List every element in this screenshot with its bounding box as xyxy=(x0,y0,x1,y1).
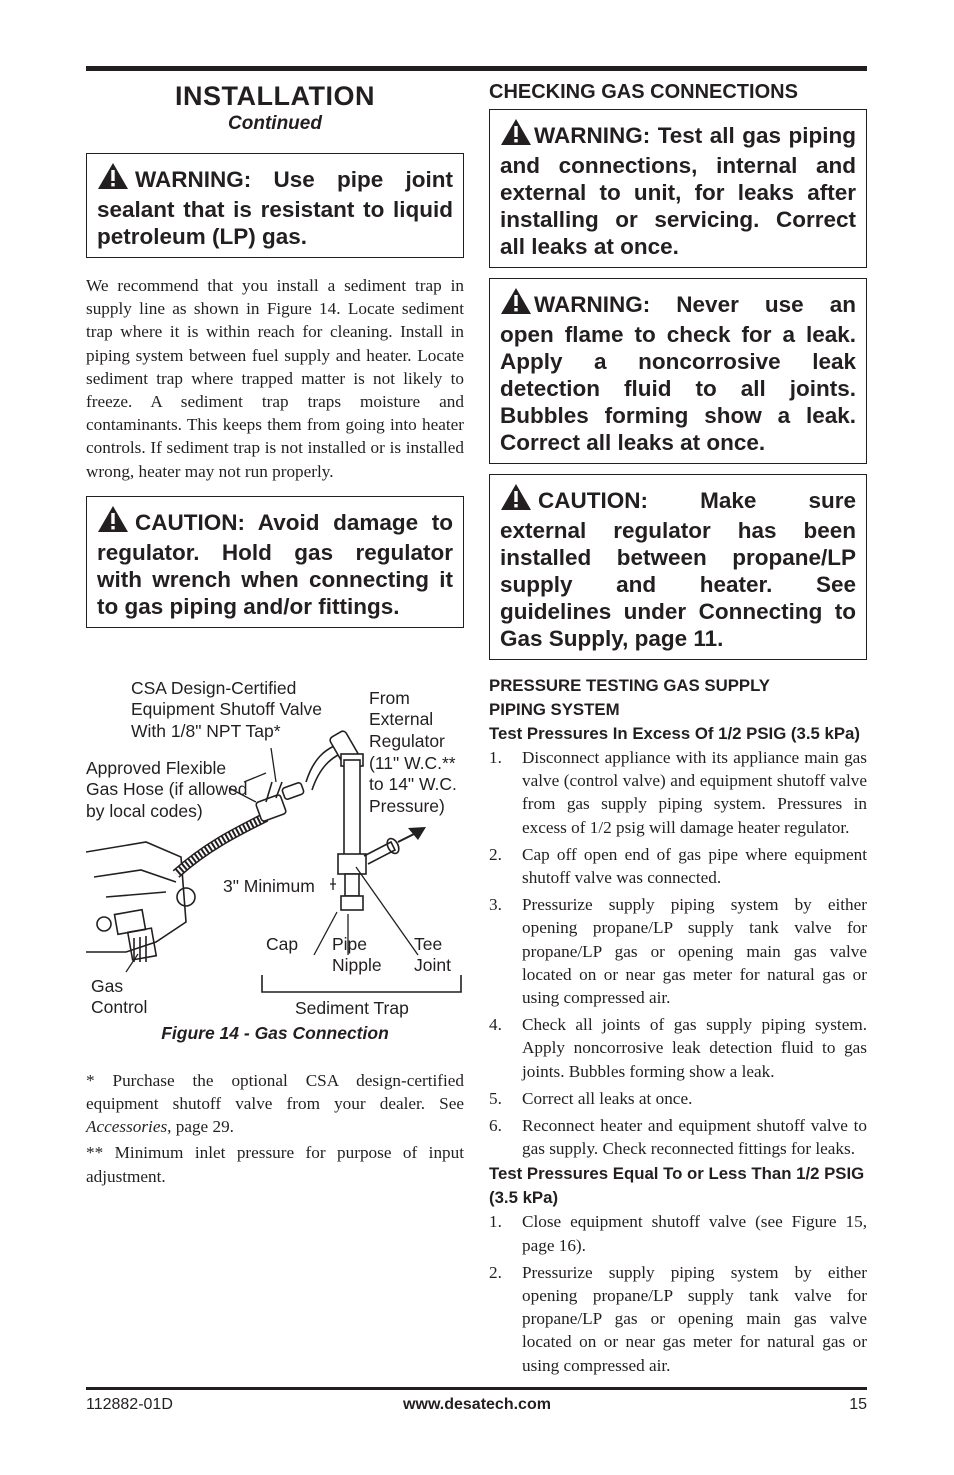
label-flexible-hose: Approved Flexible Gas Hose (if allowed by local codes) xyxy=(86,757,248,822)
tee-joint xyxy=(338,854,366,874)
warning-flame-text: WARNING: Never use an open flame to check for a leak. Apply a noncorrosive leak detection fluid to all joints. Bubbles forming show a leak. Correct all leaks at once. xyxy=(500,292,856,455)
warning-icon xyxy=(500,483,532,517)
list-item: 6. Reconnect heater and equipment shutoff valve to gas supply. Check reconnected fittings for leaks. xyxy=(489,1116,867,1159)
list-item: 2. Cap off open end of gas pipe where equipment shutoff valve was connected. xyxy=(489,844,867,888)
label-pipe-nipple: Pipe Nipple xyxy=(332,933,382,976)
supply-pipe xyxy=(306,746,334,782)
warning-flame-box xyxy=(489,278,867,464)
caution-external-text: CAUTION: Make sure external regulator has been installed between propane/LP supply and heater. See guidelines under Connecting to Gas Supply, page 11. xyxy=(500,488,856,651)
list-item: 4. Check all joints of gas supply piping system. Apply noncorrosive leak detection fluid to gas joints. Bubbles forming show a leak. xyxy=(489,1015,867,1081)
list-item: 1. Disconnect appliance with its appliance main gas valve (control valve) and equipment shutoff valve from gas supply piping system. Pressures in excess of 1/2 psig will damage heater regulator. xyxy=(489,748,867,837)
label-minimum: 3" Minimum xyxy=(223,875,315,896)
warning-lp-box xyxy=(86,153,464,258)
warning-icon xyxy=(500,287,532,321)
figure-gas-connection xyxy=(86,642,464,1042)
label-gas-control: Gas Control xyxy=(91,975,148,1018)
pressure-testing-heading: PRESSURE TESTING GAS SUPPLY PIPING SYSTEM xyxy=(489,676,770,719)
bottom-rule xyxy=(86,1387,867,1390)
footnote-inlet-pressure: ** Minimum inlet pressure for purpose of input adjustment. xyxy=(86,1143,464,1186)
label-tee-joint: Tee Joint xyxy=(414,933,451,976)
footnote-shutoff-valve: * Purchase the optional CSA design-certified equipment shutoff valve from your dealer. See Accessories, page 29. xyxy=(86,1070,464,1137)
doc-number: 112882-01D xyxy=(86,1396,173,1413)
gas-control-body xyxy=(86,842,186,952)
figure-caption: Figure 14 - Gas Connection xyxy=(161,1022,389,1043)
checking-heading: CHECKING GAS CONNECTIONS xyxy=(489,81,798,103)
equal-steps-list xyxy=(489,1210,867,1376)
warning-icon xyxy=(97,505,129,539)
warning-test-box xyxy=(489,109,867,268)
flexible-hose xyxy=(176,817,266,874)
list-item: 3. Pressurize supply piping system by either opening propane/LP supply tank valve for propane/LP gas or opening main gas valve located on or near gas meter for natural gas or using compressed air. xyxy=(489,895,867,1008)
shutoff-valve xyxy=(255,794,286,822)
label-from-regulator: From External Regulator (11" W.C.** to 14" W.C. Pressure) xyxy=(369,687,457,816)
warning-icon xyxy=(97,162,129,196)
list-item: 2. Pressurize supply piping system by either opening propane/LP supply tank valve for propane/LP gas or opening main gas valve located on or near gas meter for natural gas or using compressed air. xyxy=(489,1262,867,1375)
excess-steps-list xyxy=(489,746,867,1160)
sediment-bracket xyxy=(262,975,461,992)
list-item: 1. Close equipment shutoff valve (see Figure 15, page 16). xyxy=(489,1212,867,1255)
left-column xyxy=(86,78,464,1188)
intro-paragraph: We recommend that you install a sediment trap in supply line as shown in Figure 14. Locate sediment trap where it is within reach for cleaning. Install in piping system between fuel supply and heater. Locate sediment trap where trapped matter is not likely to freeze. A sediment trap traps moisture and contaminants. This keeps them from going into heater controls. If sediment trap is not installed or is installed wrong, heater may not run properly. xyxy=(86,276,464,481)
caution-regulator-text: CAUTION: Avoid damage to regulator. Hold gas regulator with wrench when connecting it to gas piping and/or fittings. xyxy=(97,509,453,619)
equal-heading: Test Pressures Equal To or Less Than 1/2 PSIG (3.5 kPa) xyxy=(489,1164,865,1208)
top-rule xyxy=(86,66,867,71)
page-number: 15 xyxy=(849,1396,867,1413)
label-cap: Cap xyxy=(266,933,299,954)
caution-external-box xyxy=(489,474,867,660)
warning-test-text: WARNING: Test all gas piping and connections, internal and external to unit, for leaks after installing or servicing. Correct all leaks at once. xyxy=(500,123,856,259)
excess-heading: Test Pressures In Excess Of 1/2 PSIG (3.5 kPa) xyxy=(489,724,860,743)
warning-icon xyxy=(500,118,532,152)
right-column xyxy=(489,80,867,1381)
pipe-cap xyxy=(341,896,363,910)
label-sediment-trap: Sediment Trap xyxy=(295,997,409,1018)
list-item: 5. Correct all leaks at once. xyxy=(489,1088,693,1108)
flow-arrow xyxy=(408,827,426,840)
section-title: INSTALLATION xyxy=(175,81,375,111)
website-link[interactable]: www.desatech.com xyxy=(403,1396,551,1413)
caution-regulator-box xyxy=(86,496,464,628)
label-shutoff-valve: CSA Design-Certified Equipment Shutoff Valve With 1/8" NPT Tap* xyxy=(131,677,323,742)
warning-lp-text: WARNING: Use pipe joint sealant that is resistant to liquid petroleum (LP) gas. xyxy=(97,167,453,249)
section-subtitle: Continued xyxy=(228,113,322,134)
